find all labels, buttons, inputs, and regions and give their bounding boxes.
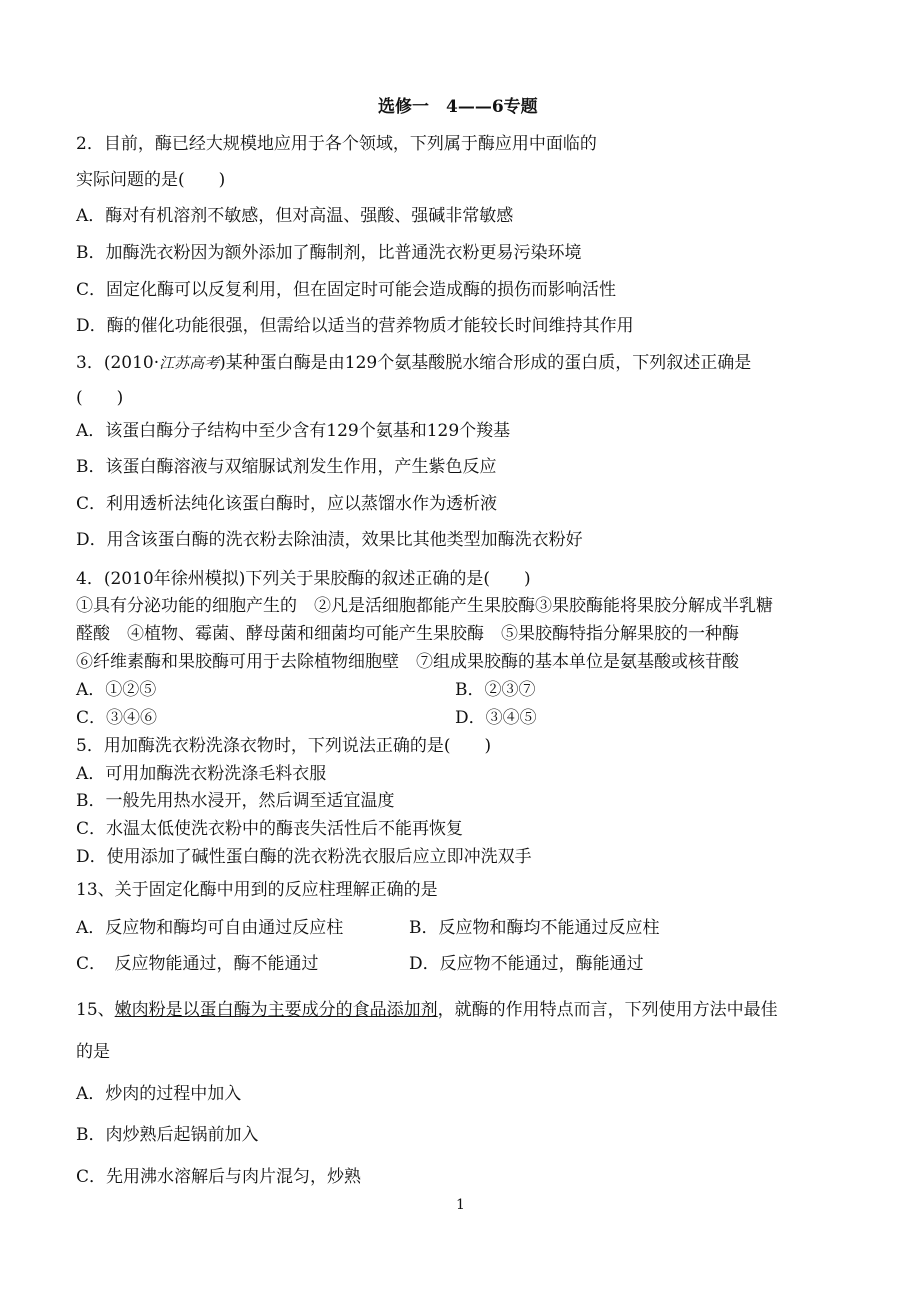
question-stem bbox=[76, 999, 778, 1021]
option-b: B．肉炒熟后起锅前加入 bbox=[76, 1125, 259, 1145]
option-d: D．用含该蛋白酶的洗衣粉去除油渍，效果比其他类型加酶洗衣粉好 bbox=[76, 530, 583, 550]
source-label: 江苏高考 bbox=[159, 354, 220, 372]
question-number: 15、 bbox=[76, 1000, 115, 1020]
question-stem: 的是 bbox=[76, 1042, 110, 1062]
option-b: B．一般先用热水浸开，然后调至适宜温度 bbox=[76, 791, 395, 811]
question-text: ，就酶的作用特点而言，下列使用方法中最佳 bbox=[437, 1000, 778, 1020]
option-c: C．先用沸水溶解后与肉片混匀，炒熟 bbox=[76, 1167, 362, 1187]
option-a: A．①②⑤ bbox=[76, 680, 157, 700]
question-stem: 5．用加酶洗衣粉洗涤衣物时，下列说法正确的是( ) bbox=[76, 736, 492, 756]
option-d: D．③④⑤ bbox=[455, 708, 537, 728]
option-d: D．反应物不能通过，酶能通过 bbox=[409, 954, 644, 974]
option-c: C．固定化酶可以反复利用，但在固定时可能会造成酶的损伤而影响活性 bbox=[76, 280, 617, 300]
option-b: B．反应物和酶均不能通过反应柱 bbox=[409, 918, 660, 938]
statement-line: ⑥纤维素酶和果胶酶可用于去除植物细胞壁 ⑦组成果胶酶的基本单位是氨基酸或核苷酸 bbox=[76, 652, 739, 672]
statement-line: 醛酸 ④植物、霉菌、酵母菌和细菌均可能产生果胶酶 ⑤果胶酶特指分解果胶的一种酶 bbox=[76, 624, 739, 644]
question-stem: 实际问题的是( ) bbox=[76, 170, 226, 190]
option-a: A．酶对有机溶剂不敏感，但对高温、强酸、强碱非常敏感 bbox=[76, 206, 514, 226]
statement-line: ①具有分泌功能的细胞产生的 ②凡是活细胞都能产生果胶酶③果胶酶能将果胶分解成半乳糖 bbox=[76, 596, 773, 616]
answer-paren: ( ) bbox=[76, 388, 124, 408]
option-a: A．该蛋白酶分子结构中至少含有129个氨基和129个羧基 bbox=[76, 421, 511, 441]
question-number: 3．(2010· bbox=[76, 353, 160, 373]
option-d: D．酶的催化功能很强，但需给以适当的营养物质才能较长时间维持其作用 bbox=[76, 316, 634, 336]
option-c: C．利用透析法纯化该蛋白酶时，应以蒸馏水作为透析液 bbox=[76, 494, 498, 514]
option-b: B．②③⑦ bbox=[455, 680, 536, 700]
option-c: C．③④⑥ bbox=[76, 708, 158, 728]
question-stem: 2．目前，酶已经大规模地应用于各个领域，下列属于酶应用中面临的 bbox=[76, 134, 597, 154]
option-a: A．可用加酶洗衣粉洗涤毛料衣服 bbox=[76, 764, 327, 784]
option-b: B．该蛋白酶溶液与双缩脲试剂发生作用，产生紫色反应 bbox=[76, 457, 497, 477]
page-number: 1 bbox=[456, 1197, 465, 1213]
option-a: A．炒肉的过程中加入 bbox=[76, 1084, 242, 1104]
option-c: C． 反应物能通过，酶不能通过 bbox=[76, 954, 319, 974]
option-d: D．使用添加了碱性蛋白酶的洗衣粉洗衣服后应立即冲洗双手 bbox=[76, 847, 532, 867]
question-stem bbox=[76, 352, 751, 374]
option-c: C．水温太低使洗衣粉中的酶丧失活性后不能再恢复 bbox=[76, 819, 464, 839]
page-title: 选修一 4——6专题 bbox=[378, 97, 538, 117]
question-text: )某种蛋白酶是由129个氨基酸脱水缩合形成的蛋白质，下列叙述正确是 bbox=[219, 353, 752, 373]
option-b: B．加酶洗衣粉因为额外添加了酶制剂，比普通洗衣粉更易污染环境 bbox=[76, 243, 582, 263]
question-stem: 13、关于固定化酶中用到的反应柱理解正确的是 bbox=[76, 880, 438, 900]
underlined-text: 嫩肉粉是以蛋白酶为主要成分的食品添加剂 bbox=[114, 1000, 438, 1020]
question-stem: 4．(2010年徐州模拟)下列关于果胶酶的叙述正确的是( ) bbox=[76, 569, 531, 589]
option-a: A．反应物和酶均可自由通过反应柱 bbox=[76, 918, 344, 938]
